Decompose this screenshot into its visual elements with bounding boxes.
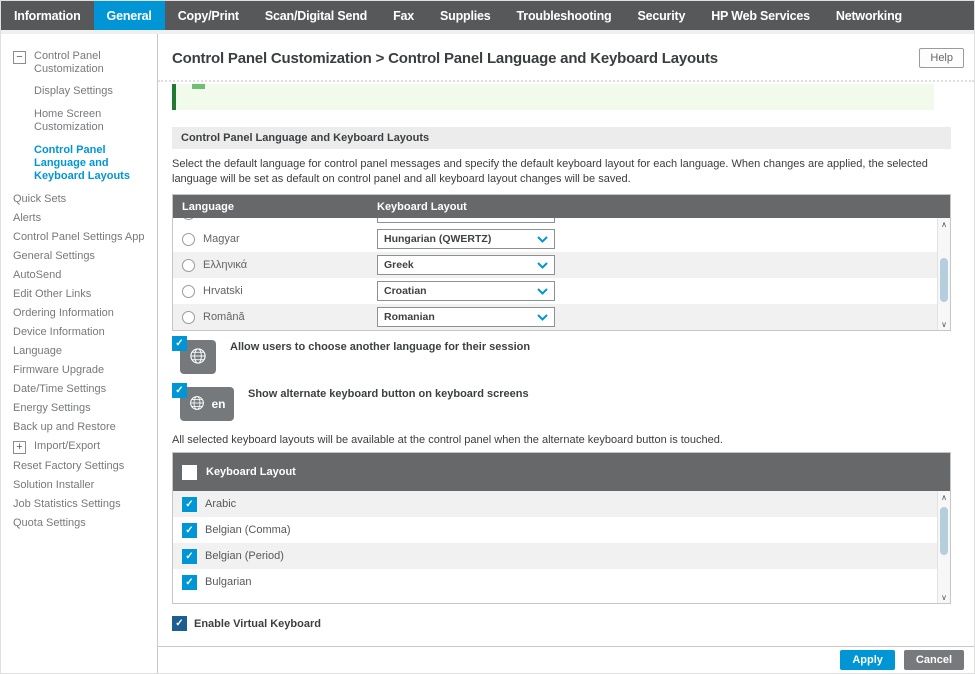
notification-area bbox=[158, 80, 974, 110]
footer-bar bbox=[158, 646, 974, 674]
globe-icon bbox=[188, 394, 206, 415]
keyboard-layout-dropdown[interactable] bbox=[377, 218, 555, 223]
keyboard-label: Bulgarian bbox=[205, 576, 252, 588]
collapse-icon[interactable]: − bbox=[13, 51, 26, 64]
check-icon: ✓ bbox=[185, 550, 194, 562]
keyboard-layout-value: Greek bbox=[384, 259, 414, 271]
keyboard-layout-dropdown[interactable] bbox=[377, 307, 555, 327]
keyboard-checkbox[interactable] bbox=[182, 523, 197, 538]
tab-troubleshooting[interactable]: Troubleshooting bbox=[516, 8, 612, 23]
tab-security[interactable]: Security bbox=[637, 8, 686, 23]
keyboard-table-header bbox=[173, 453, 950, 491]
sidebar bbox=[1, 34, 158, 674]
sidebar-item-solution-installer[interactable]: Solution Installer bbox=[13, 479, 95, 491]
top-nav bbox=[1, 1, 974, 30]
sidebar-group-control-panel-customization[interactable] bbox=[1, 50, 157, 76]
sidebar-item-job-statistics-settings[interactable]: Job Statistics Settings bbox=[13, 498, 121, 510]
cancel-button[interactable]: Cancel bbox=[904, 650, 964, 670]
language-radio[interactable] bbox=[182, 311, 195, 324]
language-radio[interactable] bbox=[182, 233, 195, 246]
keyboard-label: Arabic bbox=[205, 498, 237, 510]
globe-en-label: en bbox=[211, 397, 226, 411]
expand-icon[interactable]: + bbox=[13, 441, 26, 454]
sidebar-item-reset-factory-settings[interactable]: Reset Factory Settings bbox=[13, 460, 125, 472]
sidebar-item-energy-settings[interactable]: Energy Settings bbox=[13, 402, 91, 414]
virtual-keyboard-checkbox[interactable] bbox=[172, 616, 187, 631]
table-row bbox=[173, 517, 950, 543]
check-icon: ✓ bbox=[185, 576, 194, 588]
sidebar-item-quota-settings[interactable]: Quota Settings bbox=[13, 517, 86, 529]
sidebar-item-device-information[interactable]: Device Information bbox=[13, 326, 105, 338]
keyboard-layout-value: Hungarian (QWERTZ) bbox=[384, 233, 492, 245]
option-alternate-keyboard bbox=[172, 385, 951, 425]
language-label: Magyar bbox=[203, 233, 240, 245]
check-icon: ✓ bbox=[175, 385, 184, 396]
scroll-down-icon[interactable]: ∨ bbox=[941, 593, 947, 602]
keyboard-checkbox[interactable] bbox=[182, 575, 197, 590]
sidebar-item-control-panel-language[interactable]: Control Panel Language and Keyboard Layouts bbox=[34, 144, 130, 182]
language-table-header bbox=[173, 195, 950, 218]
section-description: Select the default language for control panel messages and specify the default keyboard layout for each language. When changes are applied, the selected language will be set as default on control panel and all keyboard layout changes will be saved. bbox=[172, 158, 928, 185]
table-row bbox=[173, 226, 950, 252]
sidebar-item-ordering-information[interactable]: Ordering Information bbox=[13, 307, 114, 319]
sidebar-group-label: Control Panel Customization bbox=[34, 50, 104, 75]
language-label: Hrvatski bbox=[203, 285, 243, 297]
keyboard-checkbox[interactable] bbox=[182, 549, 197, 564]
keyboard-table-viewport bbox=[173, 491, 950, 603]
option-label: Allow users to choose another language for their session bbox=[230, 341, 531, 353]
keyboard-label: Belgian (Comma) bbox=[205, 524, 291, 536]
section-header: Control Panel Language and Keyboard Layouts bbox=[172, 127, 951, 149]
globe-icon bbox=[188, 346, 208, 369]
check-icon: ✓ bbox=[185, 524, 194, 536]
option-label: Show alternate keyboard button on keyboard screens bbox=[248, 388, 529, 400]
sidebar-item-date-time-settings[interactable]: Date/Time Settings bbox=[13, 383, 107, 395]
keyboard-layout-value: Romanian bbox=[384, 311, 435, 323]
sidebar-item-edit-other-links[interactable]: Edit Other Links bbox=[13, 288, 92, 300]
sidebar-item-control-panel-settings-app[interactable]: Control Panel Settings App bbox=[13, 231, 145, 243]
check-icon: ✓ bbox=[185, 498, 194, 510]
language-label: Română bbox=[203, 311, 245, 323]
tab-copy-print[interactable]: Copy/Print bbox=[177, 8, 239, 23]
globe-en-button[interactable] bbox=[180, 387, 234, 421]
chevron-down-icon bbox=[530, 236, 554, 243]
table-row-clipped bbox=[173, 218, 950, 226]
table-row bbox=[173, 491, 950, 517]
language-table-viewport bbox=[173, 218, 950, 330]
check-icon: ✓ bbox=[175, 618, 184, 629]
apply-button[interactable]: Apply bbox=[840, 650, 895, 670]
column-language: Language bbox=[182, 200, 234, 213]
sidebar-item-quick-sets[interactable]: Quick Sets bbox=[13, 193, 67, 205]
success-notification bbox=[172, 84, 934, 110]
keyboard-layout-dropdown[interactable] bbox=[377, 255, 555, 275]
scroll-thumb[interactable] bbox=[940, 507, 948, 555]
sidebar-group-import-export[interactable] bbox=[1, 440, 157, 454]
chevron-down-icon bbox=[530, 314, 554, 321]
keyboard-checkbox[interactable] bbox=[182, 497, 197, 512]
help-button[interactable]: Help bbox=[919, 48, 964, 68]
tab-information[interactable]: Information bbox=[14, 8, 81, 23]
alternate-keyboard-checkbox[interactable] bbox=[172, 383, 187, 398]
select-all-checkbox[interactable] bbox=[182, 465, 197, 480]
tab-networking[interactable]: Networking bbox=[835, 8, 902, 23]
tab-scan-digital-send[interactable]: Scan/Digital Send bbox=[264, 8, 368, 23]
table-row bbox=[173, 304, 950, 330]
sidebar-item-back-up-and-restore[interactable]: Back up and Restore bbox=[13, 421, 116, 433]
language-radio[interactable] bbox=[182, 218, 195, 220]
scroll-thumb[interactable] bbox=[940, 258, 948, 302]
sidebar-item-firmware-upgrade[interactable]: Firmware Upgrade bbox=[13, 364, 105, 376]
virtual-keyboard-label: Enable Virtual Keyboard bbox=[194, 617, 321, 630]
page-title: Control Panel Customization > Control Panel Language and Keyboard Layouts bbox=[172, 49, 718, 67]
scrollbar[interactable] bbox=[937, 491, 950, 603]
main-content bbox=[158, 34, 974, 674]
table-row bbox=[173, 278, 950, 304]
keyboard-table bbox=[172, 452, 951, 604]
scrollbar[interactable] bbox=[937, 218, 950, 330]
check-icon: ✓ bbox=[175, 338, 184, 349]
tab-general[interactable]: General bbox=[94, 1, 165, 30]
language-table bbox=[172, 194, 951, 331]
tab-supplies[interactable]: Supplies bbox=[440, 8, 491, 23]
keyboard-layout-dropdown[interactable] bbox=[377, 281, 555, 301]
scroll-up-icon[interactable]: ∧ bbox=[941, 493, 947, 502]
scroll-up-icon[interactable]: ∧ bbox=[941, 220, 947, 229]
chevron-down-icon bbox=[530, 262, 554, 269]
sidebar-item-display-settings[interactable]: Display Settings bbox=[34, 85, 113, 97]
table-row bbox=[173, 543, 950, 569]
column-keyboard-layout: Keyboard Layout bbox=[206, 466, 296, 478]
alternate-keyboard-note: All selected keyboard layouts will be available at the control panel when the alternate keyboard button is touched. bbox=[172, 434, 723, 446]
check-icon bbox=[185, 467, 193, 478]
tab-fax[interactable]: Fax bbox=[393, 8, 415, 23]
sidebar-item-import-export: Import/Export bbox=[34, 440, 101, 452]
sidebar-item-alerts[interactable]: Alerts bbox=[13, 212, 42, 224]
clipped-success-icon bbox=[192, 84, 205, 89]
language-label: Ελληνικά bbox=[203, 259, 248, 271]
scroll-down-icon[interactable]: ∨ bbox=[941, 320, 947, 329]
chevron-down-icon bbox=[530, 288, 554, 295]
table-row bbox=[173, 252, 950, 278]
keyboard-label: Belgian (Period) bbox=[205, 550, 284, 562]
option-language-session bbox=[172, 338, 951, 378]
sidebar-item-home-screen-customization[interactable]: Home Screen Customization bbox=[34, 108, 104, 133]
table-row bbox=[173, 569, 950, 595]
keyboard-layout-dropdown[interactable] bbox=[377, 229, 555, 249]
sidebar-item-autosend[interactable]: AutoSend bbox=[13, 269, 62, 281]
language-radio[interactable] bbox=[182, 259, 195, 272]
keyboard-layout-value: Croatian bbox=[384, 285, 427, 297]
column-keyboard-layout: Keyboard Layout bbox=[377, 200, 467, 213]
sidebar-item-language[interactable]: Language bbox=[13, 345, 62, 357]
sidebar-item-general-settings[interactable]: General Settings bbox=[13, 250, 95, 262]
language-radio[interactable] bbox=[182, 285, 195, 298]
language-session-checkbox[interactable] bbox=[172, 336, 187, 351]
virtual-keyboard-option bbox=[172, 616, 951, 631]
tab-hp-web-services[interactable]: HP Web Services bbox=[711, 8, 810, 23]
